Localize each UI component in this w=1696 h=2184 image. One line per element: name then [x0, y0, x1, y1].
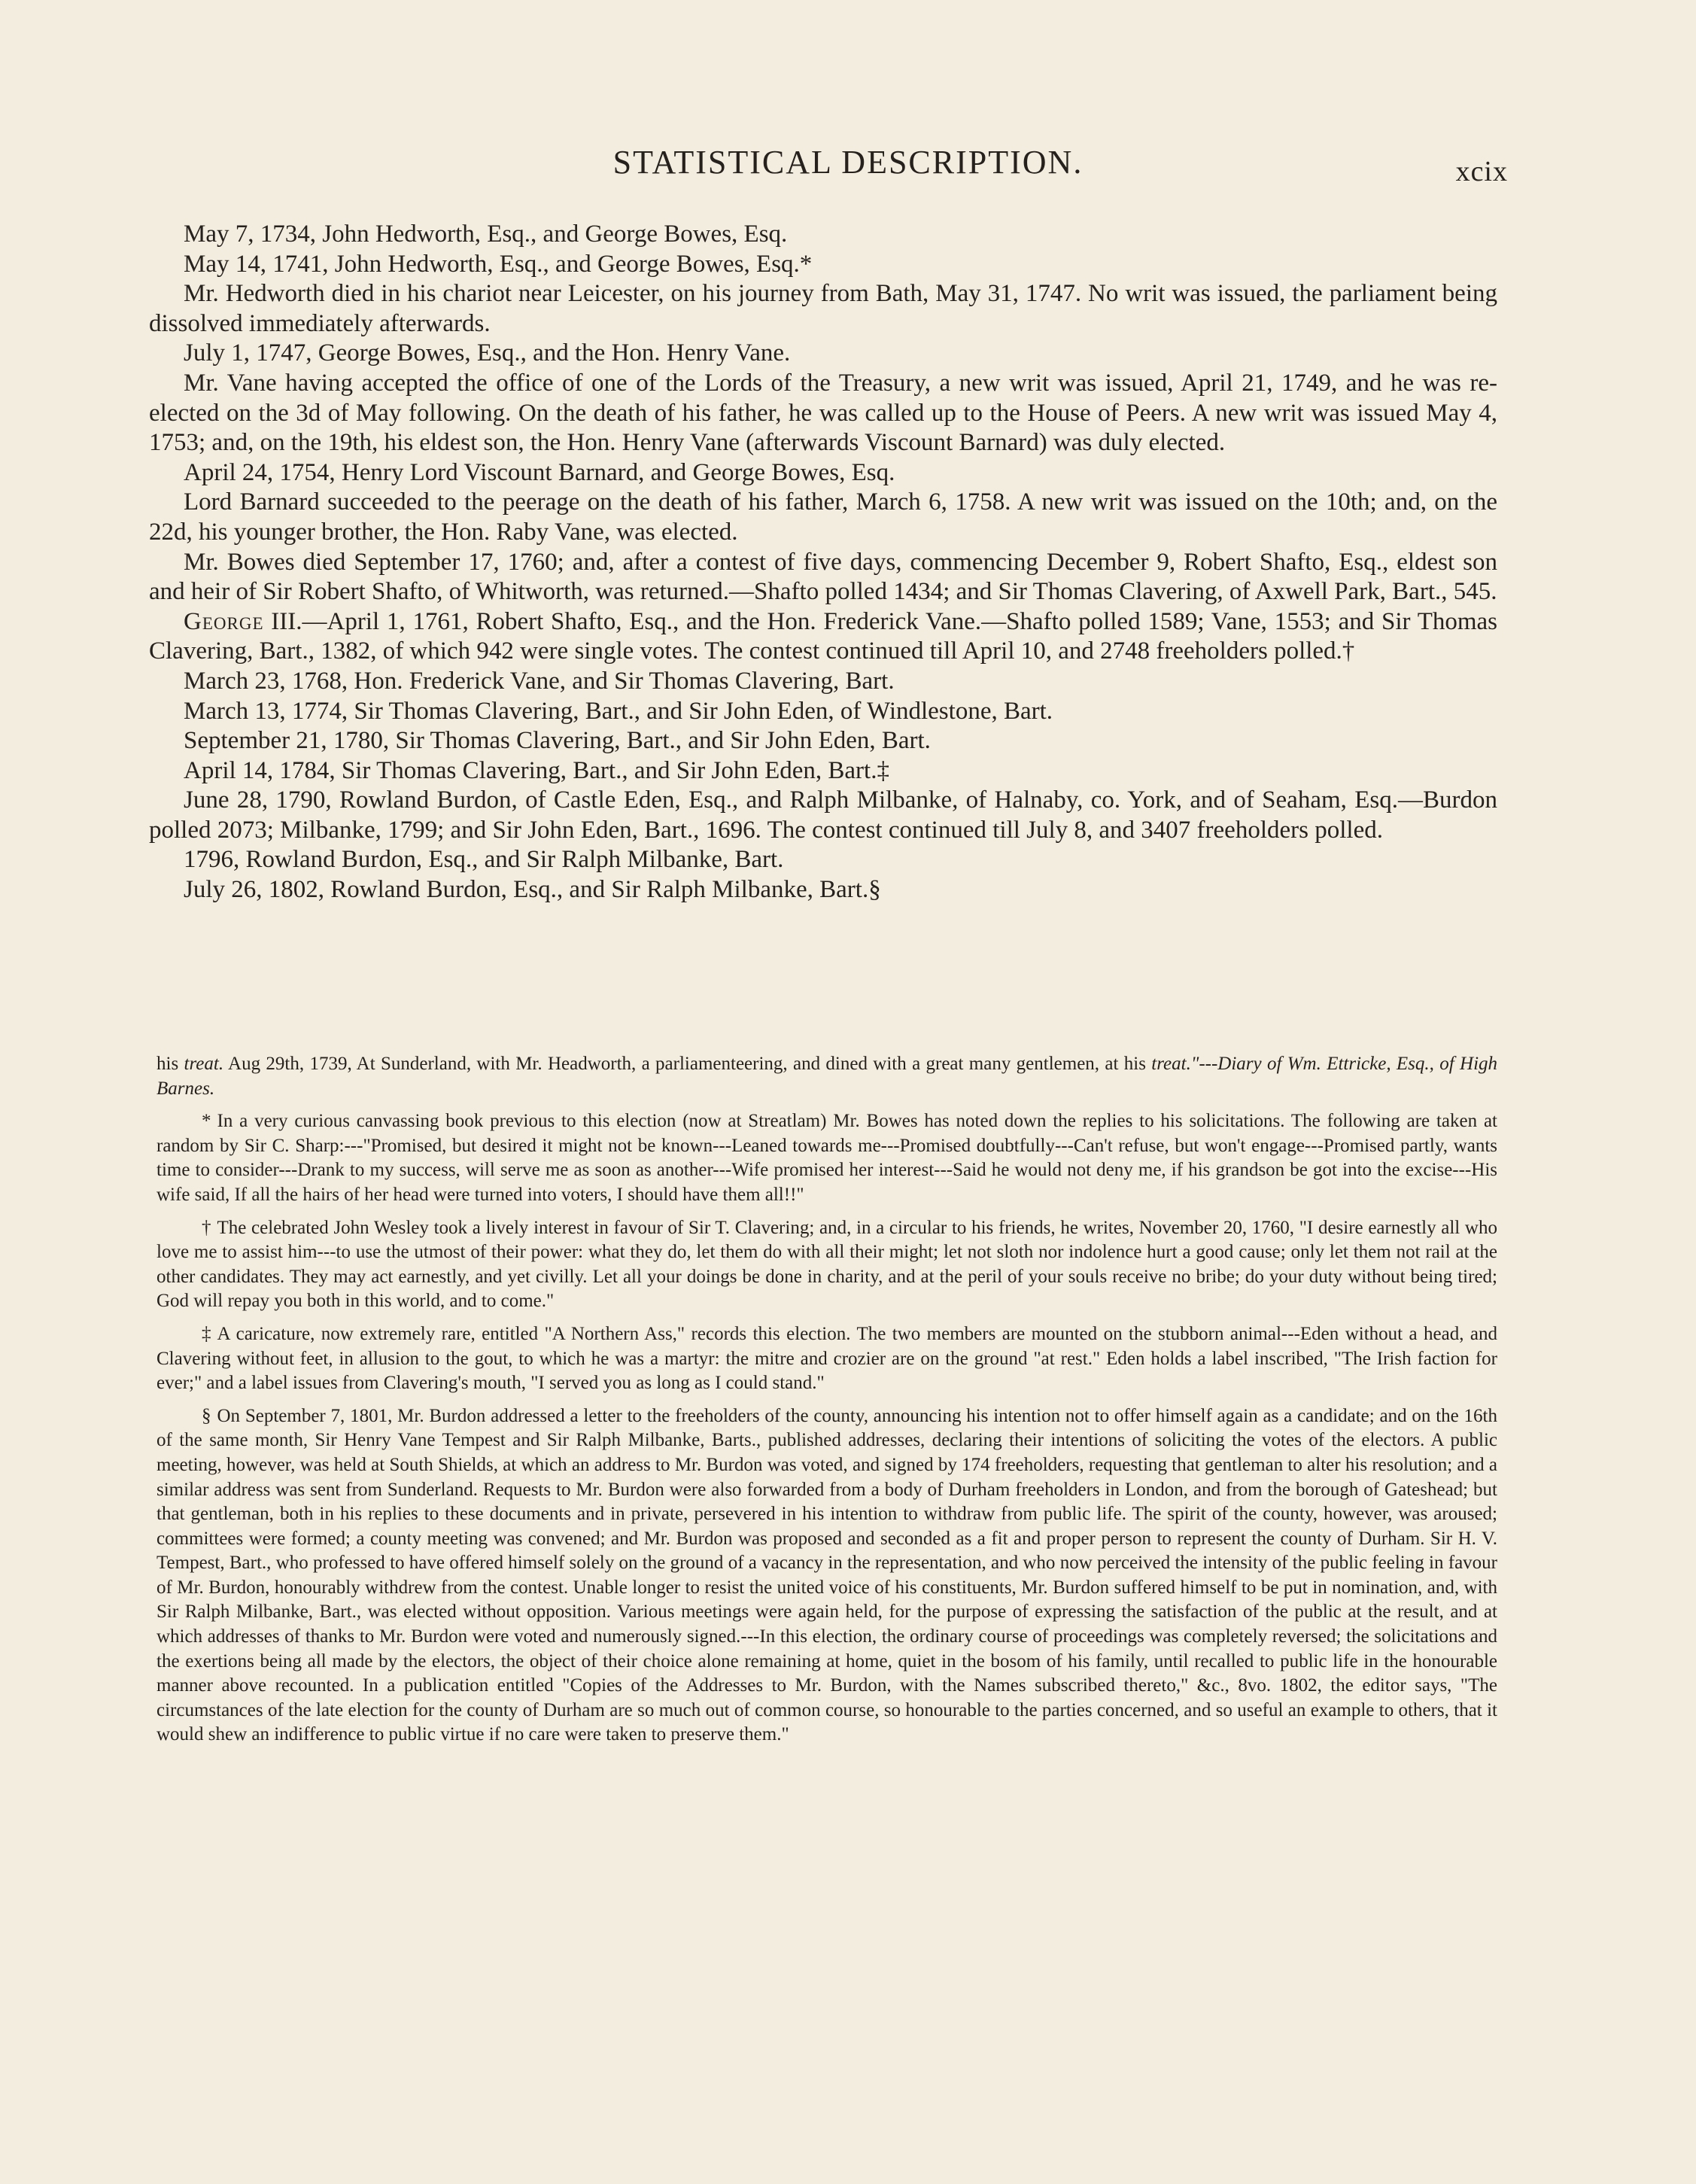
paragraph: June 28, 1790, Rowland Burdon, of Castle Eden, Esq., and Ralph Milbanke, of Halnaby, co. York, and of Seaham, Esq.—Burdon polled 2073; Milbanke, 1799; and Sir John Eden, Bart., 1696. The contest continued till July 8, and 3407 freeholders polled.	[149, 786, 1497, 844]
paragraph: 1796, Rowland Burdon, Esq., and Sir Ralph Milbanke, Bart.	[184, 846, 784, 874]
footnote-mark: *	[202, 1111, 211, 1132]
paragraph: Lord Barnard succeeded to the peerage on the death of his father, March 6, 1758. A new writ was issued on the 10th; and, on the 22d, his younger brother, the Hon. Raby Vane, was elected.	[149, 488, 1497, 546]
paragraph: March 23, 1768, Hon. Frederick Vane, and Sir Thomas Clavering, Bart.	[184, 667, 895, 695]
footnote-text: treat.	[184, 1054, 224, 1074]
footnote-source: Diary of Wm. Ettricke, Esq., of High Barnes.	[157, 1054, 1498, 1099]
footnote	[157, 1109, 1497, 1207]
footnote-text: The celebrated John Wesley took a lively interest in favour of Sir T. Clavering; and, in a circular to his friends, he writes, November 20, 1760, "I desire earnestly all who love me to assist him---to use the utmost of their power: what they do, let them do with all their might; let not sloth nor indolence hurt a good cause; only let them not rail at the other candidates. They may act earnestly, and yet civilly. Let all your doings be done in charity, and at the peril of your souls receive no bribe; do your duty without being tired; God will repay you both in this world, and to come."	[157, 1217, 1497, 1312]
footnote-text: On September 7, 1801, Mr. Burdon addressed a letter to the freeholders of the county, announcing his intention not to offer himself again as a candidate; and on the 16th of the same month, Sir Henry Vane Tempest and Sir Ralph Milbanke, Barts., published addresses, declaring their intentions of soliciting the votes of the electors. A public meeting, however, was held at South Shields, at which an address to Mr. Burdon was voted, and signed by 174 freeholders, requesting that gentleman to alter his resolution; and a similar address was sent from Sunderland. Requests to Mr. Burdon were also forwarded from a body of Durham freeholders in London, and from the borough of Gateshead; but that gentleman, both in his replies to these documents and in private, persevered in his intention to withdraw from public life. The spirit of the county, however, was aroused; committees were formed; a county meeting was convened; and Mr. Burdon was proposed and seconded as a fit and proper person to represent the county of Durham. Sir H. V. Tempest, Bart., who professed to have offered himself solely on the ground of a vacancy in the representation, and who now perceived the intensity of the public feeling in favour of Mr. Burdon, honourably withdrew from the contest. Unable longer to resist the united voice of his constituents, Mr. Burdon suffered himself to be put in nomination, and, with Sir Ralph Milbanke, Bart., was elected without opposition. Various meetings were again held, for the purpose of expressing the satisfaction of the public at the result, and at which addresses of thanks to Mr. Burdon were voted and numerously signed.---In this election, the ordinary course of proceedings was completely reversed; the solicitations and the exertions being all made by the electors, the object of their choice alone remaining at home, quiet in the bosom of his family, until recalled to public life in the honourable manner above recounted. In a publication entitled "Copies of the Addresses to Mr. Burdon, with the Names subscribed thereto," &c., 8vo. 1802, the editor says, "The circumstances of the late election for the county of Durham are so much out of common course, so honourable to the parties concerned, and so useful an example to others, that it would shew an indifference to public virtue if no care were taken to preserve them."	[157, 1405, 1497, 1745]
footnote-text: Aug 29th, 1739, At Sunderland, with Mr. Headworth, a parliamenteering, and dined with a great many gentlemen, at his	[228, 1054, 1146, 1074]
page-number: xcix	[1455, 156, 1508, 187]
paragraph: Mr. Vane having accepted the office of one of the Lords of the Treasury, a new writ was issued, April 21, 1749, and he was re-elected on the 3d of May following. On the death of his father, he was called up to the House of Peers. A new writ was issued May 4, 1753; and, on the 19th, his eldest son, the Hon. Henry Vane (afterwards Viscount Barnard) was duly elected.	[149, 369, 1497, 457]
footnote-text: his	[157, 1054, 179, 1074]
running-title: STATISTICAL DESCRIPTION.	[612, 144, 1084, 181]
footnote-mark: ‡	[202, 1323, 211, 1344]
footnote-continued	[157, 1052, 1497, 1101]
reign-heading: George	[184, 607, 264, 635]
footnote-text: In a very curious canvassing book previous to this election (now at Streatlam) Mr. Bowes has noted down the replies to his solicitations. The following are taken at random by Sir C. Sharp:---"Promised, but desired it might not be known---Leaned towards me---Promised doubtfully---Can't refuse, but won't engage---Promised partly, wants time to consider---Drank to my success, will serve me as soon as another---Wife promised her interest---Said he would not deny me, if his grandson be got into the excise---His wife said, If all the hairs of her head were turned into voters, I should have them all!!"	[157, 1111, 1497, 1205]
paragraph: April 14, 1784, Sir Thomas Clavering, Bart., and Sir John Eden, Bart.‡	[184, 756, 889, 784]
footnote-text: A caricature, now extremely rare, entitled "A Northern Ass," records this election. The two members are mounted on the stubborn animal---Eden without a head, and Clavering without feet, in allusion to the gout, to which he was a martyr: the mitre and crozier are on the ground "at rest." Eden holds a label inscribed, "The Irish faction for ever;" and a label issues from Clavering's mouth, "I served you as long as I could stand."	[157, 1323, 1497, 1394]
footnote	[157, 1216, 1497, 1314]
footnote-mark: †	[202, 1217, 211, 1238]
footnote	[157, 1322, 1497, 1396]
main-text	[149, 220, 1497, 905]
paragraph	[149, 607, 1497, 667]
paragraph: April 24, 1754, Henry Lord Viscount Barnard, and George Bowes, Esq.	[184, 458, 895, 486]
paragraph-text: III.—April 1, 1761, Robert Shafto, Esq., and the Hon. Frederick Vane.—Shafto polled 1589; Vane, 1553; and Sir Thomas Clavering, Bart., 1382, of which 942 were single votes. The contest continued till April 10, and 2748 freeholders polled.†	[149, 607, 1498, 665]
footnotes	[157, 1052, 1497, 1756]
footnote-mark: §	[202, 1405, 211, 1426]
paragraph: May 7, 1734, John Hedworth, Esq., and George Bowes, Esq.	[184, 221, 788, 248]
paragraph: July 1, 1747, George Bowes, Esq., and the Hon. Henry Vane.	[184, 339, 791, 367]
footnote	[157, 1404, 1497, 1748]
paragraph: July 26, 1802, Rowland Burdon, Esq., and Sir Ralph Milbanke, Bart.§	[184, 876, 881, 904]
paragraph: March 13, 1774, Sir Thomas Clavering, Bart., and Sir John Eden, of Windlestone, Bart.	[184, 697, 1053, 725]
paragraph: September 21, 1780, Sir Thomas Clavering, Bart., and Sir John Eden, Bart.	[184, 727, 931, 755]
paragraph: Mr. Hedworth died in his chariot near Leicester, on his journey from Bath, May 31, 1747. No writ was issued, the parliament being dissolved immediately afterwards.	[149, 280, 1497, 337]
paragraph: Mr. Bowes died September 17, 1760; and, after a contest of five days, commencing December 9, Robert Shafto, Esq., eldest son and heir of Sir Robert Shafto, of Whitworth, was returned.—Shafto polled 1434; and Sir Thomas Clavering, of Axwell Park, Bart., 545.	[149, 548, 1497, 606]
paragraph: May 14, 1741, John Hedworth, Esq., and George Bowes, Esq.*	[184, 250, 813, 278]
footnote-text: treat."---	[1151, 1054, 1218, 1074]
